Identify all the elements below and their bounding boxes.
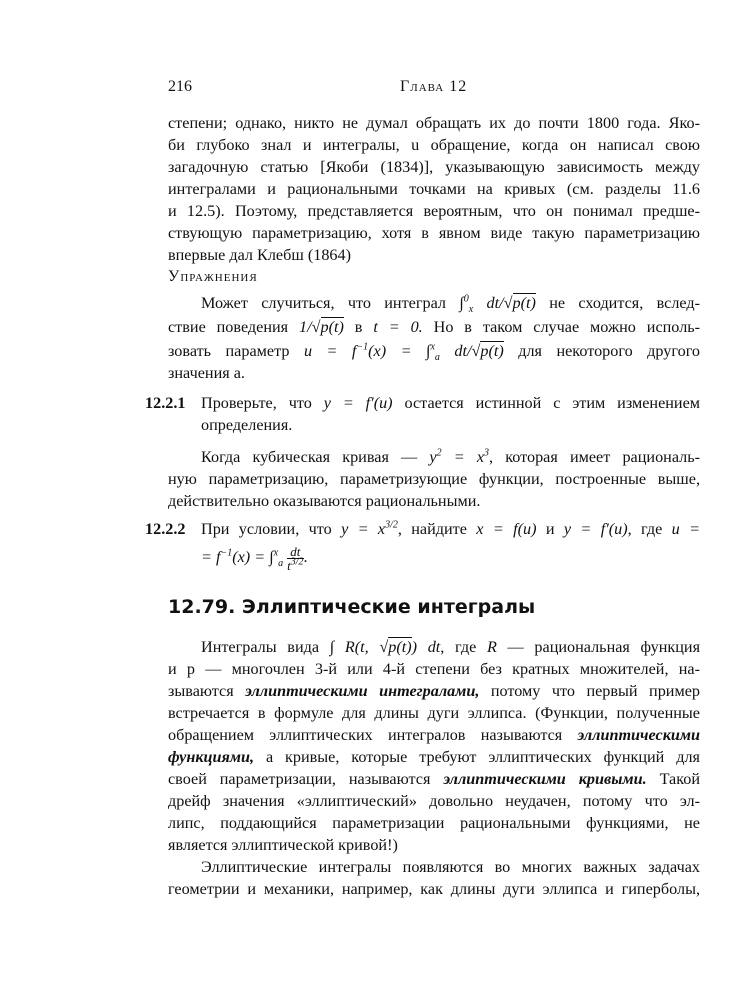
text-line: степени; однако, никто не думал обращать их до почти 1800 года. Яко- [168, 114, 700, 132]
formula: ∫$^0_x$ dt/√p(t) [459, 293, 536, 314]
text-line: значения a. [168, 364, 245, 382]
text-line: геометрии и механики, например, как длины дуги эллипса и гиперболы, [168, 880, 700, 898]
text-fragment: . [303, 548, 308, 566]
text-fragment: Когда кубическая кривая — [201, 448, 418, 466]
formula: $u = f^{-1}(x) = \int^x_a$ dt/√p(t) [303, 341, 504, 362]
text-fragment: ствие поведения [168, 318, 289, 336]
exercise-number: 12.2.2 [145, 520, 186, 538]
text-line: Эллиптические интегралы появляются во многих важных задачах [201, 858, 700, 876]
text-fragment: и [545, 520, 555, 538]
text-line: ную параметризацию, параметризующие функции, построенные выше, [168, 470, 700, 488]
formula: u = [671, 520, 700, 538]
page-number: 216 [168, 78, 192, 95]
text-fragment: При условии, что [201, 520, 332, 538]
text-line [201, 446, 700, 468]
text-fragment: Проверьте, что [201, 394, 312, 412]
text-line [168, 724, 700, 746]
text-line: загадочную статью [Якоби (1834)], указывающую зависимость между [168, 158, 700, 176]
section-title: 12.79. Эллиптические интегралы [168, 596, 536, 618]
emphasis: функциями, [168, 748, 255, 766]
emphasis: эллиптическими [577, 726, 700, 744]
text-line: определения. [201, 416, 293, 434]
text-line: ствующую параметризацию, хотя в явном виде такую параметризацию [168, 224, 700, 242]
formula: y = f′(u) [563, 520, 628, 538]
text-line: липс, поддающийся параметризации рациональными функциями, не [168, 814, 700, 832]
text-fragment: , где [627, 520, 663, 538]
text-line: впервые дал Клебш (1864) [168, 246, 351, 264]
emphasis: эллиптическими кривыми. [443, 770, 647, 788]
formula: y = f′(u) [323, 394, 393, 412]
formula: R [486, 638, 497, 656]
text-fragment: остается истинной с этим изменением [404, 394, 700, 412]
text-fragment: , которая имеет рациональ- [489, 448, 700, 466]
text-fragment: Такой [659, 770, 700, 788]
formula: $y = x^{3/2}$ [341, 519, 398, 538]
page-header [168, 78, 700, 100]
exercises-heading: Упражнения [168, 268, 258, 285]
text-line [201, 542, 700, 572]
text-line: и p — многочлен 3-й или 4-й степени без кратных множителей, на- [168, 660, 700, 678]
running-title: Глава 12 [400, 78, 468, 95]
text-line [201, 636, 700, 658]
text-line [168, 768, 700, 790]
text-fragment: обращением эллиптических интегралов называются [168, 726, 563, 744]
text-fragment: а кривые, которые требуют эллиптических функций для [265, 748, 700, 766]
text-line [201, 518, 700, 540]
formula: t = 0. [373, 318, 423, 336]
text-fragment: зовать параметр [168, 342, 290, 360]
text-line: и 12.5). Поэтому, представляется вероятным, что он понимал предше- [168, 202, 700, 220]
text-fragment: для некоторого другого [518, 342, 700, 360]
formula: = $f^{-1}(x) = \int^x_a$ $\frac{dt}{t^{3/2}}$ [201, 543, 304, 572]
text-line: би глубоко знал и интегралы, u обращение, когда он написал свою [168, 136, 700, 154]
text-fragment: — рациональная функция [507, 638, 700, 656]
text-line: дрейф значения «эллиптический» довольно неудачен, потому что эл- [168, 792, 700, 810]
text-fragment: , где [440, 638, 477, 656]
text-line [168, 746, 700, 768]
text-fragment: Может случиться, что интеграл [201, 294, 446, 312]
text-fragment: своей параметризации, называются [168, 770, 431, 788]
text-fragment: потому что первый пример [490, 682, 700, 700]
text-line [201, 292, 700, 314]
emphasis: эллиптическими интегралами, [245, 682, 480, 700]
text-fragment: , найдите [397, 520, 467, 538]
formula: ∫ R(t, √p(t)) dt [329, 638, 441, 656]
text-fragment: Но в таком случае можно исполь- [433, 318, 700, 336]
text-fragment: в [354, 318, 363, 336]
text-line [201, 392, 700, 414]
exercise-number: 12.2.1 [145, 394, 186, 412]
text-fragment: не сходится, вслед- [549, 294, 700, 312]
text-line [168, 340, 700, 362]
formula: 1/√p(t) [299, 318, 344, 336]
text-fragment: Интегралы вида [201, 638, 320, 656]
text-line: встречается в формуле для длины дуги эллипса. (Функции, полученные [168, 704, 700, 722]
formula: x = f(u) [476, 520, 537, 538]
text-line: действительно оказываются рациональными. [168, 492, 481, 510]
text-line: является эллиптической кривой!) [168, 836, 398, 854]
text-line: интегралами и рациональными точками на кривых (см. разделы 11.6 [168, 180, 700, 198]
text-fragment: зываются [168, 682, 234, 700]
text-line [168, 680, 700, 702]
formula: $y^2 = x^3$ [429, 447, 490, 466]
text-line [168, 316, 700, 338]
